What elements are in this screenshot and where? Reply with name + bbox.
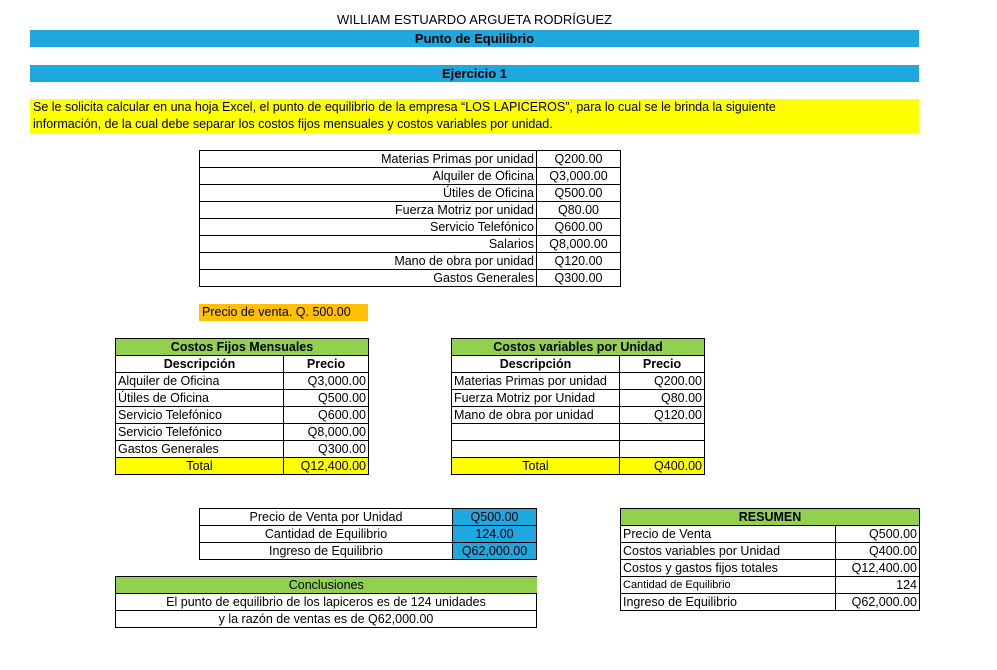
table-row <box>452 424 705 441</box>
table-row <box>621 577 920 594</box>
table-row <box>200 543 537 560</box>
fixed-desc: Alquiler de Oficina <box>116 373 284 390</box>
table-row <box>200 526 537 543</box>
variable-total-value: Q400.00 <box>620 458 705 475</box>
variable-price: Q200.00 <box>620 373 705 390</box>
fixed-price: Q600.00 <box>284 407 369 424</box>
fixed-price: Q8,000.00 <box>284 424 369 441</box>
summary-value: Q400.00 <box>836 543 920 560</box>
table-row <box>621 594 920 611</box>
table-row <box>200 270 621 287</box>
data-label: Salarios <box>200 236 537 253</box>
variable-costs-title: Costos variables por Unidad <box>452 339 705 356</box>
table-row <box>452 390 705 407</box>
table-row <box>621 526 920 543</box>
fixed-desc: Gastos Generales <box>116 441 284 458</box>
page-title: Punto de Equilibrio <box>30 30 919 47</box>
data-value: Q600.00 <box>537 219 621 236</box>
fixed-col-desc: Descripción <box>116 356 284 373</box>
table-row <box>621 543 920 560</box>
summary-label: Precio de Venta <box>621 526 836 543</box>
exercise-title: Ejercicio 1 <box>30 65 919 82</box>
table-row <box>200 202 621 219</box>
equilibrium-value: Q500.00 <box>453 509 537 526</box>
variable-desc <box>452 424 620 441</box>
data-value: Q8,000.00 <box>537 236 621 253</box>
fixed-desc: Útiles de Oficina <box>116 390 284 407</box>
fixed-col-price: Precio <box>284 356 369 373</box>
data-label: Útiles de Oficina <box>200 185 537 202</box>
variable-desc: Mano de obra por unidad <box>452 407 620 424</box>
variable-price: Q120.00 <box>620 407 705 424</box>
data-label: Gastos Generales <box>200 270 537 287</box>
data-label: Mano de obra por unidad <box>200 253 537 270</box>
variable-price <box>620 441 705 458</box>
table-row <box>200 168 621 185</box>
fixed-desc: Servicio Telefónico <box>116 407 284 424</box>
variable-col-price: Precio <box>620 356 705 373</box>
data-value: Q3,000.00 <box>537 168 621 185</box>
variable-total-label: Total <box>452 458 620 475</box>
fixed-costs-title: Costos Fijos Mensuales <box>116 339 369 356</box>
table-row <box>621 560 920 577</box>
table-row <box>116 373 369 390</box>
summary-label: Cantidad de Equilibrio <box>621 577 836 594</box>
fixed-total-value: Q12,400.00 <box>284 458 369 475</box>
table-row <box>200 253 621 270</box>
fixed-desc: Servicio Telefónico <box>116 424 284 441</box>
author-name: WILLIAM ESTUARDO ARGUETA RODRÍGUEZ <box>337 12 612 27</box>
variable-price: Q80.00 <box>620 390 705 407</box>
equilibrium-label: Precio de Venta por Unidad <box>200 509 453 526</box>
table-row <box>200 151 621 168</box>
summary-label: Costos y gastos fijos totales <box>621 560 836 577</box>
summary-value: Q500.00 <box>836 526 920 543</box>
conclusions-table <box>115 576 537 628</box>
fixed-price: Q3,000.00 <box>284 373 369 390</box>
data-value: Q500.00 <box>537 185 621 202</box>
table-row <box>116 390 369 407</box>
data-value: Q300.00 <box>537 270 621 287</box>
instructions-box <box>30 99 919 133</box>
equilibrium-label: Ingreso de Equilibrio <box>200 543 453 560</box>
conclusions-line-1: El punto de equilibrio de los lapiceros es de 124 unidades <box>116 594 537 611</box>
table-row <box>452 441 705 458</box>
variable-costs-table <box>451 338 705 475</box>
variable-desc: Fuerza Motriz por Unidad <box>452 390 620 407</box>
table-row <box>116 407 369 424</box>
fixed-price: Q300.00 <box>284 441 369 458</box>
summary-label: Costos variables por Unidad <box>621 543 836 560</box>
given-data-table <box>199 150 621 287</box>
table-row <box>116 424 369 441</box>
variable-col-desc: Descripción <box>452 356 620 373</box>
summary-value: Q12,400.00 <box>836 560 920 577</box>
summary-value: 124 <box>836 577 920 594</box>
equilibrium-value: Q62,000.00 <box>453 543 537 560</box>
summary-table <box>620 508 920 611</box>
table-row <box>200 219 621 236</box>
equilibrium-label: Cantidad de Equilibrio <box>200 526 453 543</box>
data-label: Fuerza Motriz por unidad <box>200 202 537 219</box>
fixed-total-label: Total <box>116 458 284 475</box>
data-label: Alquiler de Oficina <box>200 168 537 185</box>
instructions-line-1: Se le solicita calcular en una hoja Excel, el punto de equilibrio de la empresa “LOS LAPICEROS”, para lo cual se le brinda la siguiente <box>33 100 776 114</box>
data-value: Q200.00 <box>537 151 621 168</box>
table-row <box>452 373 705 390</box>
data-label: Servicio Telefónico <box>200 219 537 236</box>
conclusions-title: Conclusiones <box>116 577 537 594</box>
variable-desc: Materias Primas por unidad <box>452 373 620 390</box>
table-row <box>116 441 369 458</box>
data-value: Q120.00 <box>537 253 621 270</box>
table-row <box>200 185 621 202</box>
fixed-price: Q500.00 <box>284 390 369 407</box>
variable-price <box>620 424 705 441</box>
table-row <box>200 509 537 526</box>
equilibrium-value: 124.00 <box>453 526 537 543</box>
table-row <box>200 236 621 253</box>
variable-desc <box>452 441 620 458</box>
data-value: Q80.00 <box>537 202 621 219</box>
table-row <box>452 407 705 424</box>
data-label: Materias Primas por unidad <box>200 151 537 168</box>
summary-label: Ingreso de Equilibrio <box>621 594 836 611</box>
equilibrium-table <box>199 508 537 560</box>
conclusions-line-2: y la razón de ventas es de Q62,000.00 <box>116 611 537 628</box>
instructions-line-2: información, de la cual debe separar los costos fijos mensuales y costos variables por unidad. <box>33 117 553 131</box>
sale-price-note: Precio de venta. Q. 500.00 <box>199 304 368 321</box>
summary-title: RESUMEN <box>621 509 920 526</box>
fixed-costs-table <box>115 338 369 475</box>
summary-value: Q62,000.00 <box>836 594 920 611</box>
